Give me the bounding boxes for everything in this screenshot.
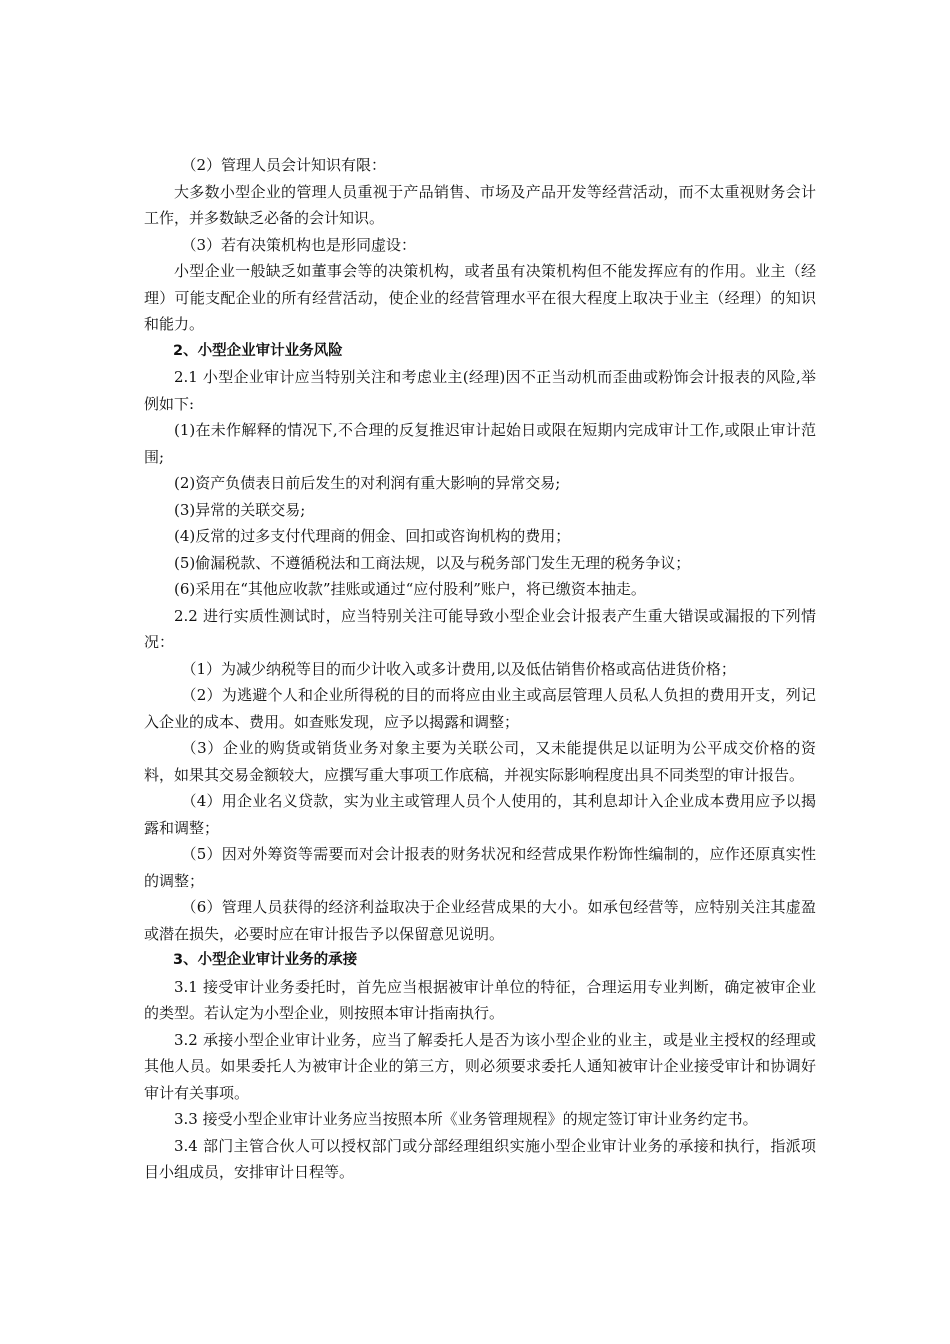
section-heading: 2、小型企业审计业务风险 <box>173 342 343 359</box>
list-item-paragraph: （1）为减少纳税等目的而少计收入或多计费用,以及低估销售价格或高估进货价格； <box>181 659 736 678</box>
body-paragraph: (1)在未作解释的情况下,不合理的反复推迟审计起始日或限在短期内完成审计工作,或限止审计范围; <box>144 421 816 466</box>
body-paragraph: (2)资产负债表日前后发生的对利润有重大影响的异常交易; <box>174 474 561 492</box>
body-paragraph: 大多数小型企业的管理人员重视于产品销售、市场及产品开发等经营活动，而不太重视财务会计工作，并多数缺乏必备的会计知识。 <box>144 182 816 227</box>
body-paragraph: 2.1 小型企业审计应当特别关注和考虑业主(经理)因不正当动机而歪曲或粉饰会计报表的风险,举例如下: <box>144 368 816 413</box>
body-paragraph: 3.2 承接小型企业审计业务，应当了解委托人是否为该小型企业的业主，或是业主授权的经理或其他人员。如果委托人为被审计企业的第三方，则必须要求委托人通知被审计企业接受审计和协调好审计有关事项。 <box>144 1030 816 1102</box>
document-body <box>144 152 816 1186</box>
list-item-paragraph: （5）因对外筹资等需要而对会计报表的财务状况和经营成果作粉饰性编制的，应作还原真实性的调整； <box>144 845 816 890</box>
body-paragraph: (3)异常的关联交易; <box>174 500 306 519</box>
body-paragraph: (5)偷漏税款、不遵循税法和工商法规，以及与税务部门发生无理的税务争议； <box>174 553 691 572</box>
list-item-paragraph: （4）用企业名义贷款，实为业主或管理人员个人使用的，其利息却计入企业成本费用应予以揭露和调整； <box>144 792 816 837</box>
body-paragraph: 3.4 部门主管合伙人可以授权部门或分部经理组织实施小型企业审计业务的承接和执行，指派项目小组成员，安排审计日程等。 <box>144 1136 816 1181</box>
list-item-paragraph: （2）管理人员会计知识有限： <box>181 156 387 174</box>
list-item-paragraph: （2）为逃避个人和企业所得税的目的而将应由业主或高层管理人员私人负担的费用开支，列记入企业的成本、费用。如查账发现，应予以揭露和调整； <box>144 686 816 731</box>
body-paragraph: 2.2 进行实质性测试时，应当特别关注可能导致小型企业会计报表产生重大错误或漏报的下列情况： <box>144 606 816 651</box>
body-paragraph: 3.1 接受审计业务委托时，首先应当根据被审计单位的特征，合理运用专业判断，确定被审企业的类型。若认定为小型企业，则按照本审计指南执行。 <box>144 977 816 1022</box>
list-item-paragraph: （3）企业的购货或销货业务对象主要为关联公司，又未能提供足以证明为公平成交价格的资料，如果其交易金额较大，应撰写重大事项工作底稿，并视实际影响程度出具不同类型的审计报告。 <box>144 739 816 784</box>
list-item-paragraph: （3）若有决策机构也是形同虚设： <box>181 235 417 254</box>
section-heading: 3、小型企业审计业务的承接 <box>173 952 358 968</box>
body-paragraph: 3.3 接受小型企业审计业务应当按照本所《业务管理规程》的规定签订审计业务约定书。 <box>174 1110 758 1128</box>
body-paragraph: (6)采用在“其他应收款”挂账或通过“应付股利”账户，将已缴资本抽走。 <box>174 580 646 598</box>
list-item-paragraph: （6）管理人员获得的经济利益取决于企业经营成果的大小。如承包经营等，应特别关注其虚盈或潜在损失，必要时应在审计报告予以保留意见说明。 <box>144 898 816 943</box>
body-paragraph: (4)反常的过多支付代理商的佣金、回扣或咨询机构的费用； <box>174 527 571 545</box>
body-paragraph: 小型企业一般缺乏如董事会等的决策机构，或者虽有决策机构但不能发挥应有的作用。业主（经理）可能支配企业的所有经营活动，使企业的经营管理水平在很大程度上取决于业主（经理）的知识和能力。 <box>144 262 816 333</box>
